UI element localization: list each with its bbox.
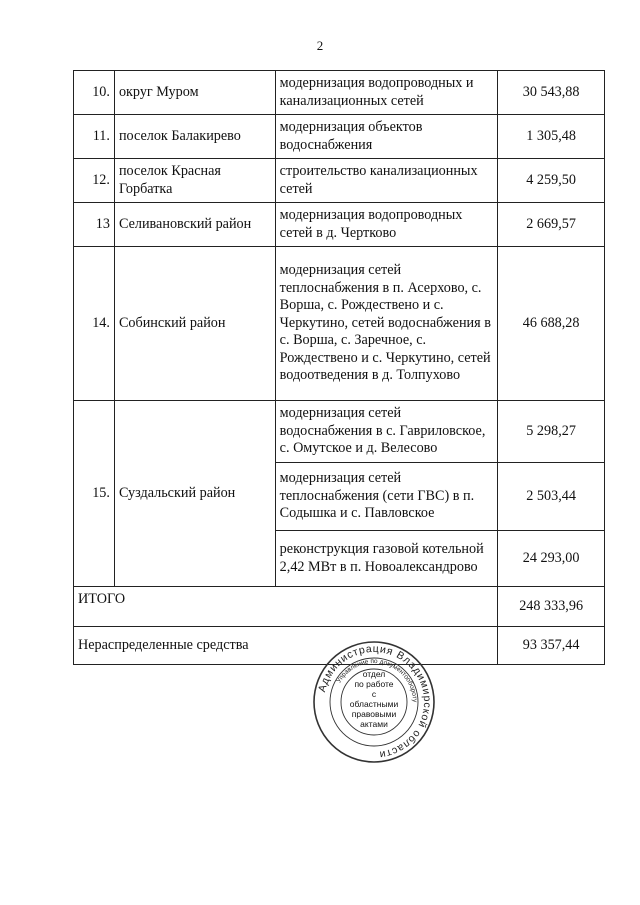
row-number: 15. bbox=[74, 401, 115, 587]
table-row bbox=[74, 115, 605, 159]
sum-cell: 4 259,50 bbox=[498, 159, 605, 203]
area-cell: поселок Красная Горбатка bbox=[114, 159, 275, 203]
table-row bbox=[74, 159, 605, 203]
table-row bbox=[74, 203, 605, 247]
work-cell: модернизация водопроводных и канализационных сетей bbox=[275, 71, 498, 115]
work-cell: реконструкция газовой котельной 2,42 МВт в п. Новоалександрово bbox=[275, 531, 498, 587]
area-cell: округ Муром bbox=[114, 71, 275, 115]
work-cell: модернизация сетей водоснабжения в с. Гавриловское, с. Омутское и д. Велесово bbox=[275, 401, 498, 463]
unallocated-label: Нераспределенные средства bbox=[74, 627, 498, 665]
row-number: 14. bbox=[74, 247, 115, 401]
official-stamp bbox=[312, 640, 436, 764]
work-cell: модернизация объектов водоснабжения bbox=[275, 115, 498, 159]
total-row bbox=[74, 587, 605, 627]
stamp-line: с областными bbox=[349, 689, 399, 709]
total-sum: 248 333,96 bbox=[498, 587, 605, 627]
area-cell: Суздальский район bbox=[114, 401, 275, 587]
stamp-line: по работе bbox=[354, 679, 394, 689]
stamp-line: актами bbox=[360, 719, 388, 729]
work-cell: строительство канализационных сетей bbox=[275, 159, 498, 203]
row-number: 12. bbox=[74, 159, 115, 203]
table-row bbox=[74, 247, 605, 401]
sum-cell: 46 688,28 bbox=[498, 247, 605, 401]
work-cell: модернизация водопроводных сетей в д. Чертково bbox=[275, 203, 498, 247]
row-number: 13 bbox=[74, 203, 115, 247]
sum-cell: 24 293,00 bbox=[498, 531, 605, 587]
stamp-outer-text: Администрация Владимирской области bbox=[316, 642, 434, 761]
sum-cell: 2 503,44 bbox=[498, 463, 605, 531]
budget-table bbox=[73, 70, 605, 665]
page-number: 2 bbox=[316, 38, 324, 53]
stamp-line: правовыми bbox=[351, 709, 397, 719]
area-cell: Собинский район bbox=[114, 247, 275, 401]
sum-cell: 30 543,88 bbox=[498, 71, 605, 115]
area-cell: поселок Балакирево bbox=[114, 115, 275, 159]
area-cell: Селивановский район bbox=[114, 203, 275, 247]
stamp-inner-text bbox=[347, 669, 401, 729]
row-number: 10. bbox=[74, 71, 115, 115]
sum-cell: 2 669,57 bbox=[498, 203, 605, 247]
sum-cell: 1 305,48 bbox=[498, 115, 605, 159]
unallocated-sum: 93 357,44 bbox=[498, 627, 605, 665]
row-number: 11. bbox=[74, 115, 115, 159]
stamp-line: отдел bbox=[362, 669, 386, 679]
sum-cell: 5 298,27 bbox=[498, 401, 605, 463]
total-label: ИТОГО bbox=[74, 587, 498, 627]
work-cell: модернизация сетей теплоснабжения в п. Асерхово, с. Ворша, с. Рождествено и с. Черкутино, сетей водоснабжения в с. Ворша, с. Заречное, с. Рождествено и с. Черкутино, сетей водоотведения в д. Толпухово bbox=[275, 247, 498, 401]
stamp-middle-text: Управление по документообороту bbox=[335, 657, 419, 703]
table-row bbox=[74, 71, 605, 115]
table-row bbox=[74, 401, 605, 463]
work-cell: модернизация сетей теплоснабжения (сети ГВС) в п. Содышка и с. Павловское bbox=[275, 463, 498, 531]
